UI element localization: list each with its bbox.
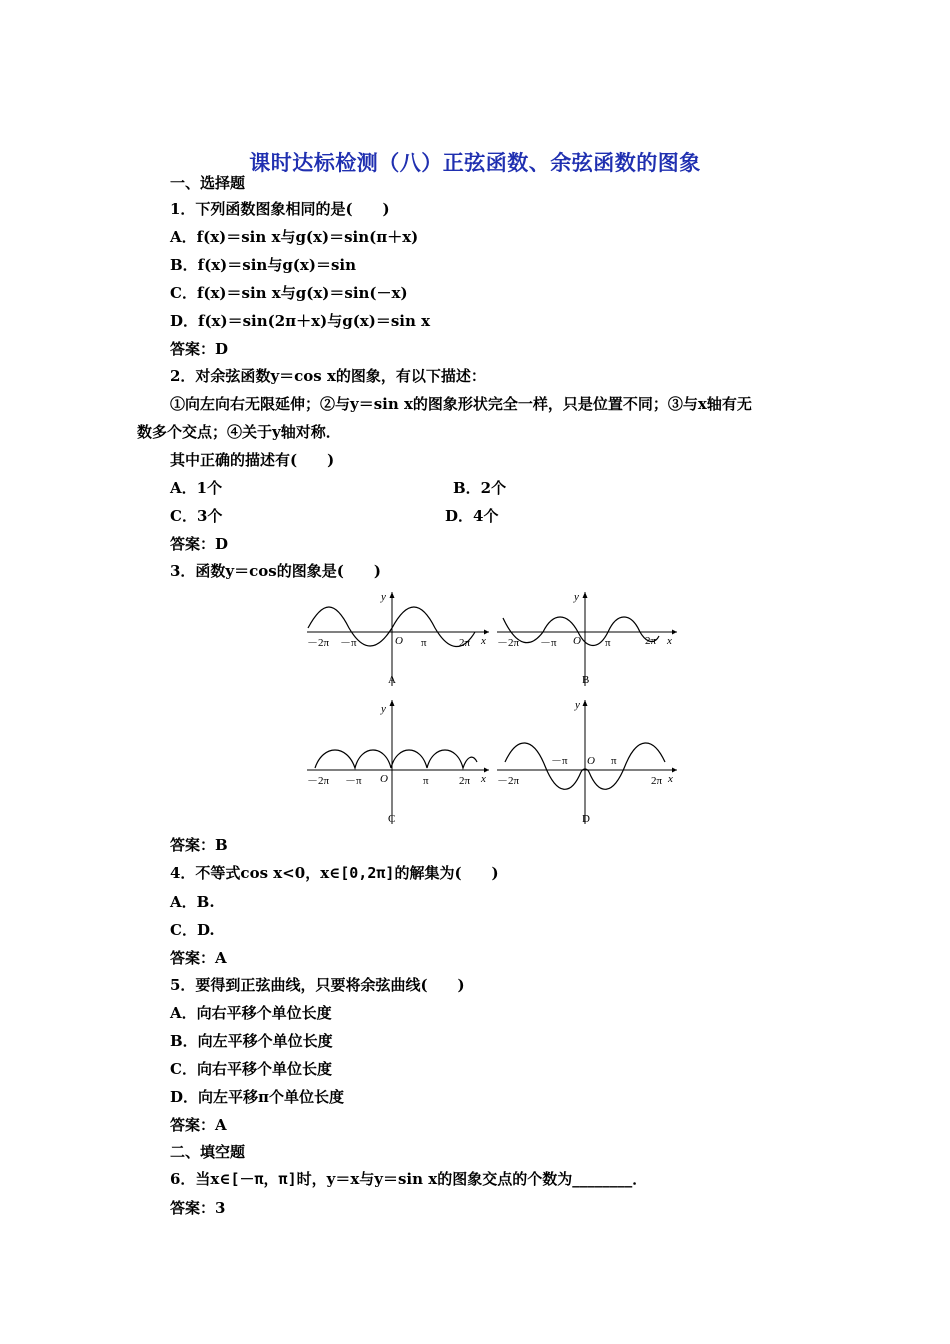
- q5-answer: 答案：A: [170, 1116, 227, 1134]
- q4-stem-a: 4．不等式cos x<0，x∈: [170, 864, 341, 882]
- label-x: x: [481, 773, 486, 785]
- y-axis-arrow: [390, 700, 395, 706]
- q4-options-cd: C．D.: [170, 921, 215, 939]
- q2-option-d: D．4个: [445, 507, 499, 525]
- q4-stem-b: 的解集为( ): [394, 864, 499, 882]
- label-neg-2pi: －2π: [497, 775, 520, 787]
- q2-description-2: 数多个交点；④关于y轴对称．: [137, 423, 341, 441]
- q4-answer: 答案：A: [170, 949, 227, 967]
- q2-option-c: C．3个: [170, 507, 223, 525]
- q2-description-1: ①向左向右无限延伸；②与y＝sin x的图象形状完全一样，只是位置不同；③与x轴有无: [170, 395, 752, 413]
- q6-stem: [170, 1169, 647, 1189]
- label-origin: O: [573, 635, 581, 647]
- q6-stem-a: 6．当x∈: [170, 1170, 231, 1188]
- label-neg-2pi: －2π: [307, 775, 330, 787]
- section-heading-fill: 二、填空题: [170, 1143, 246, 1161]
- q1-answer: 答案：D: [170, 340, 229, 358]
- x-axis-arrow: [484, 630, 489, 635]
- label-x: x: [481, 635, 486, 647]
- label-y: y: [381, 703, 386, 715]
- y-axis-arrow: [390, 592, 395, 598]
- x-axis-arrow: [672, 630, 677, 635]
- label-pi: π: [611, 755, 617, 767]
- q4-stem: [170, 863, 499, 883]
- q3-stem: 3．函数y＝cos的图象是( ): [170, 562, 381, 580]
- graph-label: A: [388, 674, 396, 686]
- abs-cosine-curve: [315, 750, 477, 768]
- q6-stem-b: 时，y＝x与y＝sin x的图象交点的个数为________．: [296, 1170, 648, 1188]
- x-axis-arrow: [484, 768, 489, 773]
- label-neg-2pi: －2π: [497, 637, 520, 649]
- label-neg-pi: －π: [540, 637, 557, 649]
- graph-label: B: [582, 674, 590, 686]
- q6-answer: 答案：3: [170, 1199, 226, 1217]
- label-neg-2pi: －2π: [307, 637, 330, 649]
- label-2pi: 2π: [645, 635, 657, 647]
- label-pi: π: [423, 775, 429, 787]
- q5-stem: 5．要得到正弦曲线，只要将余弦曲线( ): [170, 976, 465, 994]
- q3-graph-b: [495, 588, 685, 688]
- q4-options-ab: A．B.: [170, 893, 215, 911]
- q1-option-b: B．f(x)＝sin与g(x)＝sin: [170, 256, 356, 274]
- q5-option-d: D．向左平移π个单位长度: [170, 1088, 344, 1106]
- q4-interval: [0,2π]: [340, 864, 395, 882]
- q5-option-a: A．向右平移个单位长度: [170, 1004, 332, 1022]
- q1-option-a: A．f(x)＝sin x与g(x)＝sin(π＋x): [170, 228, 419, 246]
- label-y: y: [381, 591, 386, 603]
- q5-option-c: C．向右平移个单位长度: [170, 1060, 332, 1078]
- q1-option-d: D．f(x)＝sin(2π＋x)与g(x)＝sin x: [170, 312, 431, 330]
- label-origin: O: [587, 755, 595, 767]
- q2-answer: 答案：D: [170, 535, 229, 553]
- q3-graph-c: [303, 696, 493, 828]
- graph-label: C: [388, 813, 396, 825]
- x-axis-arrow: [672, 768, 677, 773]
- q2-option-b: B．2个: [453, 479, 507, 497]
- cosine-curve: [503, 617, 659, 646]
- label-2pi: 2π: [651, 775, 663, 787]
- section-heading-choice: 一、选择题: [170, 174, 246, 192]
- q3-answer: 答案：B: [170, 836, 228, 854]
- label-neg-pi: －π: [345, 775, 362, 787]
- label-neg-pi: －π: [551, 755, 568, 767]
- q3-graph-a: [303, 588, 493, 688]
- label-neg-pi: －π: [340, 637, 357, 649]
- q5-option-b: B．向左平移个单位长度: [170, 1032, 333, 1050]
- label-origin: O: [380, 773, 388, 785]
- page-title: 课时达标检测（八）正弦函数、余弦函数的图象: [249, 150, 701, 175]
- label-2pi: 2π: [459, 637, 471, 649]
- label-pi: π: [421, 637, 427, 649]
- y-axis-arrow: [583, 700, 588, 706]
- label-y: y: [574, 591, 579, 603]
- q2-question: 其中正确的描述有( ): [170, 451, 335, 469]
- y-axis-arrow: [583, 592, 588, 598]
- q6-interval: [－π，π]: [230, 1170, 297, 1188]
- q1-option-c: C．f(x)＝sin x与g(x)＝sin(－x): [170, 284, 408, 302]
- label-2pi: 2π: [459, 775, 471, 787]
- label-y: y: [575, 699, 580, 711]
- q2-stem: 2．对余弦函数y＝cos x的图象，有以下描述：: [170, 367, 486, 385]
- label-pi: π: [605, 637, 611, 649]
- q3-graph-d: [495, 696, 685, 828]
- q1-stem: 1．下列函数图象相同的是( ): [170, 200, 390, 218]
- label-x: x: [667, 635, 672, 647]
- graph-label: D: [582, 813, 590, 825]
- q2-option-a: A．1个: [170, 479, 223, 497]
- label-origin: O: [395, 635, 403, 647]
- label-x: x: [668, 773, 673, 785]
